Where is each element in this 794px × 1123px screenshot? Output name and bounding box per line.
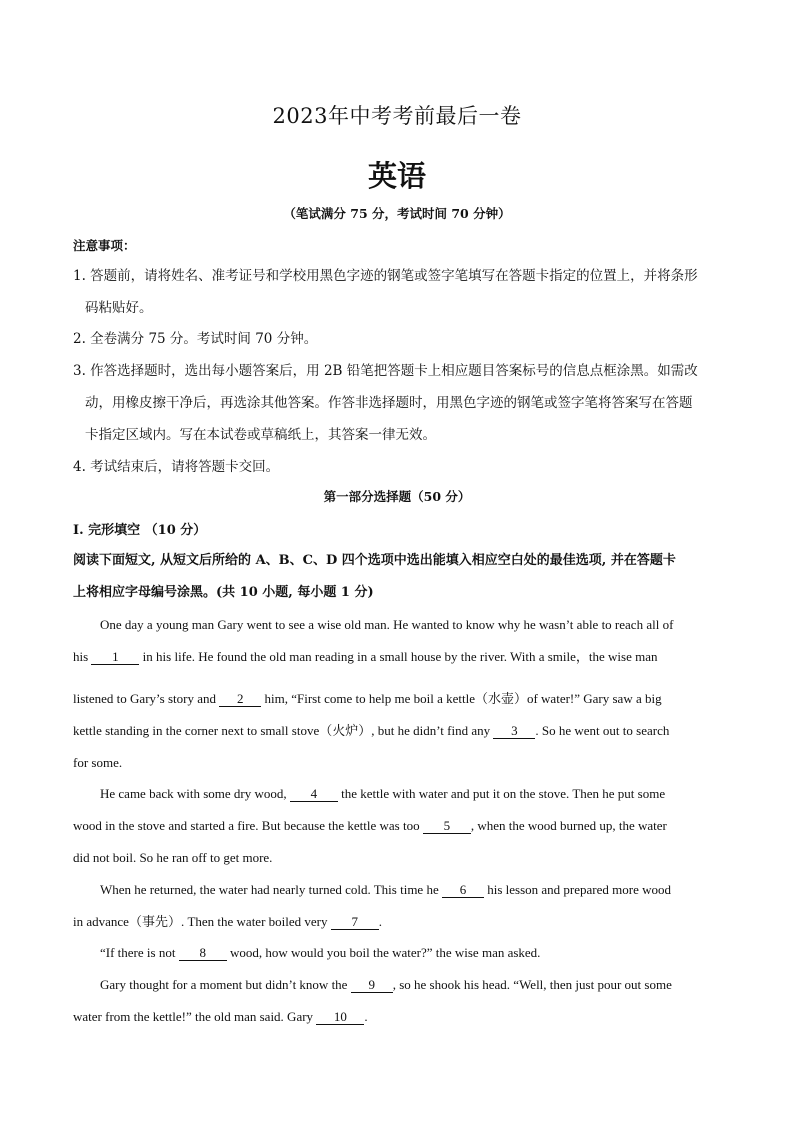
blank-10: 10: [316, 1010, 364, 1025]
p2-line-2: [73, 810, 723, 842]
p2-line-1: [73, 778, 723, 810]
part-title: 第一部分选择题（50 分）: [323, 489, 471, 504]
note-item-1-line-2: 码粘贴好。: [85, 300, 153, 316]
p1-line-3: [73, 683, 723, 715]
section-instruction: [73, 545, 723, 609]
instruction-line-1: 阅读下面短文, 从短文后所给的 A、B、C、D 四个选项中选出能填入相应空白处的最佳选项, 并在答题卡: [73, 553, 676, 568]
note-item-3-line-1: 3. 作答选择题时，选出每小题答案后，用 2B 铅笔把答题卡上相应题目答案标号的信息点框涂黑。如需改: [73, 363, 698, 379]
p3-line-2-start: in advance（事先）. Then the water boiled very: [73, 914, 328, 929]
p5-line-1-end: , so he shook his head. “Well, then just pour out some: [392, 977, 672, 992]
note-item-2: 2. 全卷满分 75 分。考试时间 70 分钟。: [73, 331, 318, 347]
p2-line-1-start: He came back with some dry wood,: [100, 786, 287, 801]
p1-line-3-start: listened to Gary’s story and: [73, 691, 216, 706]
p4-line-1-end: wood, how would you boil the water?” the wise man asked.: [229, 945, 541, 960]
p2-line-2-end: , when the wood burned up, the water: [470, 818, 667, 833]
blank-2: 2: [219, 692, 261, 707]
p3-line-2: [73, 906, 723, 938]
blank-9: 9: [351, 978, 393, 993]
paragraph-3: [73, 874, 723, 938]
blank-8: 8: [179, 946, 227, 961]
exam-title: 2023年中考考前最后一卷: [272, 104, 522, 128]
p1-line-4: [73, 715, 723, 747]
p2-line-2-start: wood in the stove and started a fire. But because the kettle was too: [73, 818, 420, 833]
blank-1: 1: [91, 650, 139, 665]
notes-heading: 注意事项：: [73, 238, 136, 253]
p4-line-1: [73, 937, 723, 969]
score-note: （笔试满分 75 分，考试时间 70 分钟）: [283, 206, 511, 221]
note-item-1: [73, 260, 723, 324]
p5-line-2-start: water from the kettle!” the old man said. Gary: [73, 1009, 314, 1024]
subject-title: 英语: [367, 159, 426, 193]
paragraph-5: [73, 969, 723, 1033]
p3-line-1-start: When he returned, the water had nearly turned cold. This time he: [100, 882, 439, 897]
p1-line-4-end: . So he went out to search: [535, 723, 670, 738]
section-title: I. 完形填空 （10 分）: [73, 523, 207, 538]
p2-line-1-end: the kettle with water and put it on the stove. Then he put some: [341, 786, 666, 801]
p3-line-2-end: .: [378, 914, 382, 929]
p1-line-2-end: in his life. He found the old man reading in a small house by the river. With a smile，the wise man: [142, 649, 658, 664]
p1-line-4-start: kettle standing in the corner next to small stove（火炉）, but he didn’t find any: [73, 723, 491, 738]
note-item-3-line-3: 卡指定区域内。写在本试卷或草稿纸上，其答案一律无效。: [85, 427, 436, 443]
note-item-1-line-1: 1. 答题前，请将姓名、准考证号和学校用黑色字迹的钢笔或签字笔填写在答题卡指定的位置上，并将条形: [73, 268, 698, 284]
p1-line-5: for some.: [73, 755, 123, 770]
p5-line-2-end: .: [364, 1009, 368, 1024]
note-item-4: 4. 考试结束后，请将答题卡交回。: [73, 459, 280, 475]
blank-3: 3: [493, 724, 535, 739]
p1-line-2: [73, 641, 723, 673]
p1-line-3-end: him, “First come to help me boil a kettle（水壶）of water!” Gary saw a big: [264, 691, 662, 706]
instruction-line-2: 上将相应字母编号涂黑。(共 10 小题, 每小题 1 分): [73, 585, 374, 600]
paragraph-2: [73, 778, 723, 874]
p5-line-2: [73, 1001, 723, 1033]
p1-line-2-start: his: [73, 649, 89, 664]
blank-5: 5: [423, 819, 471, 834]
paragraph-1-cont: [73, 683, 723, 779]
p5-line-1-start: Gary thought for a moment but didn’t know the: [100, 977, 348, 992]
p2-line-3: did not boil. So he ran off to get more.: [73, 850, 273, 865]
p3-line-1-end: his lesson and prepared more wood: [487, 882, 671, 897]
p1-line-1: One day a young man Gary went to see a wise old man. He wanted to know why he wasn’t able to reach all of: [100, 617, 674, 632]
paragraph-1: [73, 609, 723, 673]
p3-line-1: [73, 874, 723, 906]
note-item-3: [73, 355, 723, 451]
blank-4: 4: [290, 787, 338, 802]
note-item-3-line-2: 动，用橡皮擦干净后，再选涂其他答案。作答非选择题时，用黑色字迹的钢笔或签字笔将答案写在答题: [85, 395, 693, 411]
blank-6: 6: [442, 883, 484, 898]
paragraph-4: [73, 937, 723, 969]
p4-line-1-start: “If there is not: [100, 945, 176, 960]
p5-line-1: [73, 969, 723, 1001]
blank-7: 7: [331, 915, 379, 930]
